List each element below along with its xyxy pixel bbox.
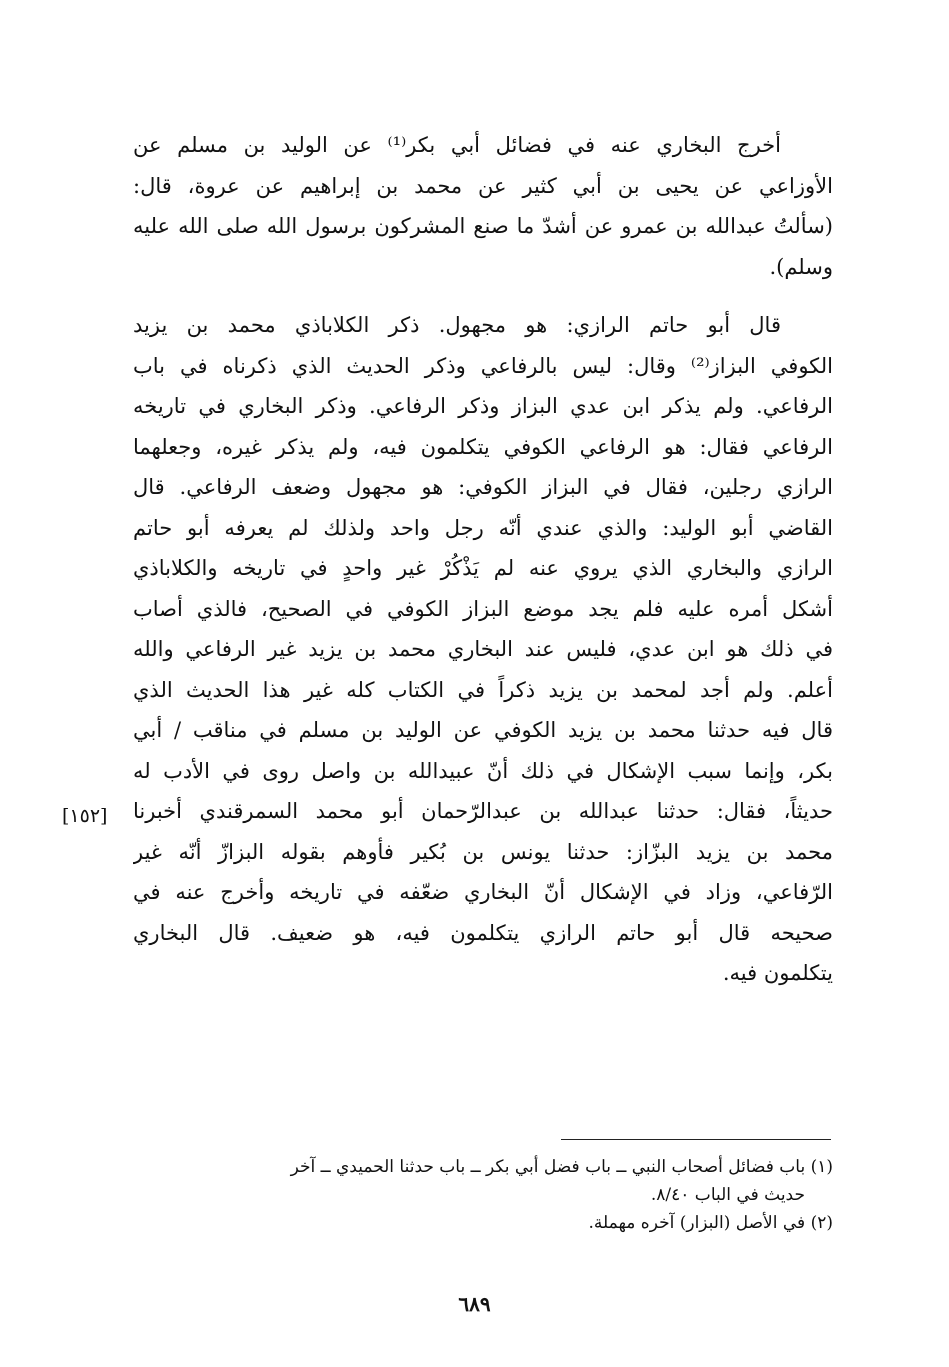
footnote-1-continuation: حديث في الباب ٨/٤٠.	[650, 1185, 805, 1205]
text-line: الأوزاعي عن يحيى بن أبي كثير عن محمد بن إبراهيم عن عروة، قال:	[133, 173, 833, 198]
text-line: قال أبو حاتم الرازي: هو مجهول. ذكر الكلاباذي محمد بن يزيد	[133, 313, 781, 337]
main-text	[133, 125, 833, 1012]
text-line: أعلم. ولم أجد لمحمد بن يزيد ذكراً في الكتاب كله غير هذا الحديث الذي	[133, 677, 833, 702]
text-line: الكوفي البزاز⁽²⁾ وقال: ليس بالرفاعي وذكر الحديث الذي ذكرناه في باب	[133, 353, 833, 378]
text-line: حديثاً، فقال: حدثنا عبدالله بن عبدالرّحمان أبو محمد السمرقندي أخبرنا	[133, 799, 833, 823]
text-line: بكر، وإنما سبب الإشكال في ذلك أنّ عبيدالله بن واصل روى في الأدب له	[133, 758, 833, 783]
text-line: الرّفاعي، وزاد في الإشكال أنّ البخاري ضعّفه في تاريخه وأخرج عنه في	[133, 880, 833, 904]
paragraph-2	[133, 305, 833, 994]
page-number: ٦٨٩	[458, 1292, 491, 1316]
text-line: قال فيه حدثنا محمد بن يزيد الكوفي عن الوليد بن مسلم في مناقب / أبي	[133, 718, 833, 742]
text-line: الرازي رجلين، فقال في البزاز الكوفي: هو مجهول وضعف الرفاعي. قال	[133, 475, 833, 499]
paragraph-1	[133, 125, 833, 287]
text-line: صحيحه قال أبو حاتم الرازي يتكلمون فيه، هو ضعيف. قال البخاري	[133, 920, 833, 945]
text-line: أشكل أمره عليه فلم يجد موضع البزاز الكوفي في الصحيح، فالذي أصاب	[133, 596, 833, 621]
footnotes	[133, 1153, 833, 1237]
text-line: الرفاعي. ولم يذكر ابن عدي البزاز وذكر الرفاعي. وذكر البخاري في تاريخه	[133, 394, 833, 418]
text-line: (سألتُ عبدالله بن عمرو عن أشدّ ما صنع المشركون برسول الله صلى الله عليه	[133, 214, 833, 238]
footnote-1: (١) باب فضائل أصحاب النبي ــ باب فضل أبي بكر ــ باب حدثنا الحميدي ــ آخر	[290, 1157, 833, 1177]
text-line: محمد بن يزيد البزّاز: حدثنا يونس بن بُكير فأوهم بقوله البزازّ أنّه غير	[133, 839, 833, 864]
text-line: الرفاعي فقال: هو الرفاعي الكوفي يتكلمون فيه، ولم يذكر غيره، وجعلهما	[133, 434, 833, 459]
text-line: القاضي أبو الوليد: والذي عندي أنّه رجل واحد ولذلك لم يعرفه أبو حاتم	[133, 515, 833, 540]
text-line: الرازي والبخاري الذي يروي عنه لم يَذْكُرْ غير واحدٍ في تاريخه والكلاباذي	[133, 556, 833, 580]
text-line: يتكلمون فيه.	[722, 961, 833, 985]
margin-folio-reference: [١٥٢]	[62, 805, 108, 827]
text-line: وسلم).	[769, 254, 833, 279]
footnote-2: (٢) في الأصل (البزار) آخره مهملة.	[588, 1213, 833, 1233]
text-line: أخرج البخاري عنه في فضائل أبي بكر⁽¹⁾ عن الوليد بن مسلم عن	[133, 133, 781, 157]
footnote-separator	[561, 1139, 831, 1140]
text-line: في ذلك هو ابن عدي، فليس عند البخاري محمد بن يزيد غير الرفاعي والله	[133, 637, 833, 661]
